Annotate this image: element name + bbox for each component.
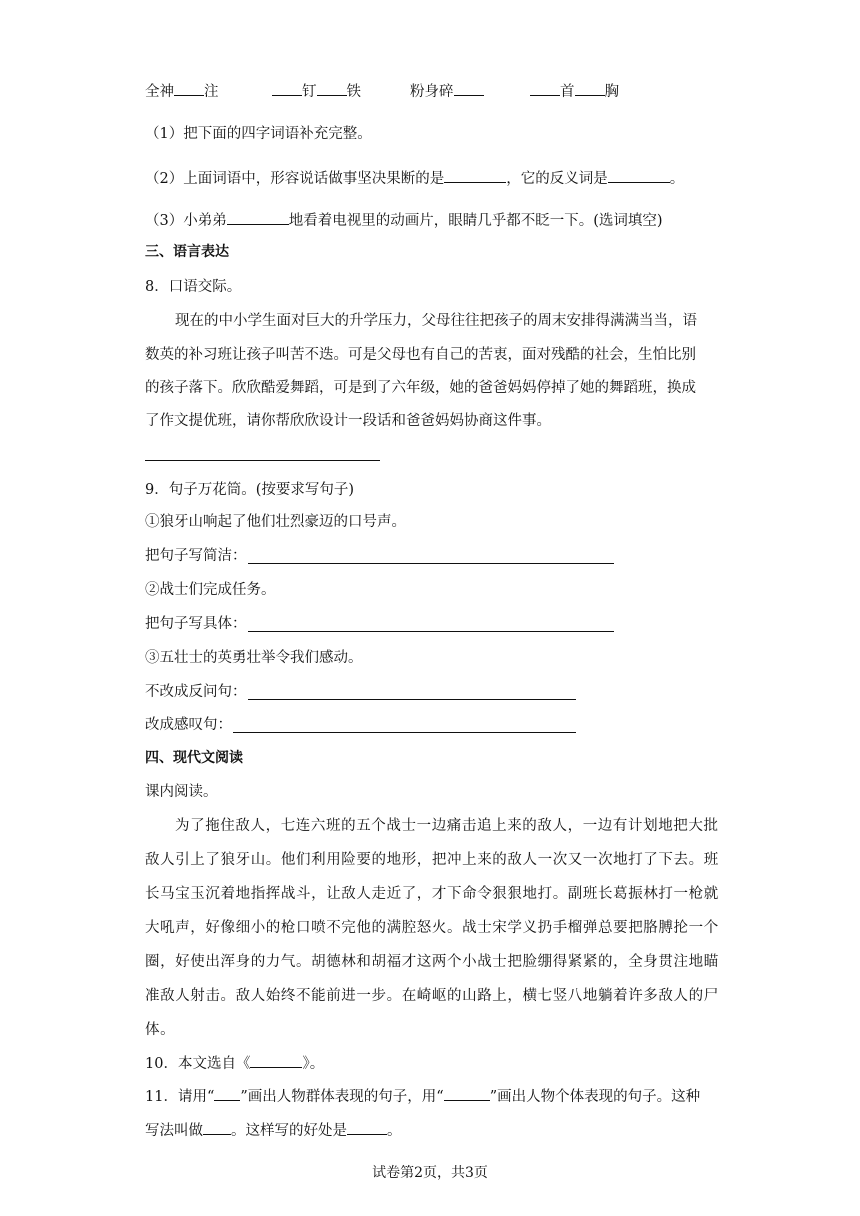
blank[interactable] (250, 1053, 302, 1068)
q9-item-2: ②战士们完成任务。 (145, 582, 276, 598)
q7-sub3: （3）小弟弟 地看着电视里的动画片，眼睛几乎都不眨一下。(选词填空) (145, 210, 663, 231)
word-3: 粉身碎 (410, 80, 484, 101)
reading-line: 敌人引上了狼牙山。他们利用险要的地形，把冲上来的敌人一次又一次地打了下去。班 (145, 852, 719, 868)
reading-intro: 课内阅读。 (145, 784, 218, 800)
section-heading-4: 四、现代文阅读 (145, 750, 243, 766)
reading-line: 体。 (145, 1022, 176, 1038)
q8-para-line: 了作文提优班，请你帮欣欣设计一段话和爸爸妈妈协商这件事。 (145, 413, 551, 429)
blank[interactable] (214, 1086, 240, 1101)
q9-title: 9．句子万花筒。(按要求写句子) (145, 482, 355, 498)
q7-sub1: （1）把下面的四字词语补充完整。 (145, 126, 372, 142)
blank[interactable] (444, 1086, 490, 1101)
blank[interactable] (317, 81, 347, 96)
answer-line[interactable] (233, 732, 576, 733)
blank[interactable] (227, 210, 289, 225)
answer-line[interactable] (248, 631, 614, 632)
q9-label-exclamation: 改成感叹句： (145, 717, 232, 733)
q8-title: 8．口语交际。 (145, 279, 242, 295)
word-1: 全神 注 (145, 80, 219, 101)
blank[interactable] (272, 81, 302, 96)
blank[interactable] (608, 168, 670, 183)
q7-sub2: （2）上面词语中，形容说话做事坚决果断的是 ，它的反义词是 。 (145, 168, 684, 189)
answer-line[interactable] (145, 460, 380, 461)
q9-item-3: ③五壮士的英勇壮举令我们感动。 (145, 650, 363, 666)
blank[interactable] (174, 81, 204, 96)
reading-line: 准敌人射击。敌人始终不能前进一步。在崎岖的山路上，横七竖八地躺着许多敌人的尸 (145, 988, 719, 1004)
blank[interactable] (454, 81, 484, 96)
blank[interactable] (203, 1120, 231, 1135)
page-footer: 试卷第2页，共3页 (372, 1165, 488, 1181)
blank[interactable] (530, 81, 560, 96)
word-4: 首 胸 (530, 80, 619, 101)
q9-label-specific: 把句子写具体： (145, 616, 247, 632)
q11-line-2: 写法叫做 。这样写的好处是 。 (145, 1120, 402, 1141)
q11-line-1: 11．请用“ ”画出人物群体表现的句子，用“ ”画出人物个体表现的句子。这种 (145, 1086, 700, 1107)
blank[interactable] (444, 168, 506, 183)
q8-para-line: 的孩子落下。欣欣酷爱舞蹈，可是到了六年级，她的爸爸妈妈停掉了她的舞蹈班，换成 (145, 380, 696, 396)
reading-line: 为了拖住敌人，七连六班的五个战士一边痛击追上来的敌人，一边有计划地把大批 (175, 818, 719, 834)
blank[interactable] (575, 81, 605, 96)
q9-item-1: ①狼牙山响起了他们壮烈豪迈的口号声。 (145, 514, 406, 530)
q9-label-concise: 把句子写简洁： (145, 548, 247, 564)
q8-para-line: 数英的补习班让孩子叫苦不迭。可是父母也有自己的苦衷，面对残酷的社会，生怕比别 (145, 347, 696, 363)
reading-line: 圈，好使出浑身的力气。胡德林和胡福才这两个小战士把脸绷得紧紧的，全身贯注地瞄 (145, 954, 719, 970)
blank[interactable] (347, 1120, 387, 1135)
word-2: 钉 铁 (272, 80, 361, 101)
section-heading-3: 三、语言表达 (145, 244, 229, 260)
q8-para-line: 现在的中小学生面对巨大的升学压力，父母往往把孩子的周末安排得满满当当，语 (175, 313, 697, 329)
answer-line[interactable] (248, 563, 614, 564)
answer-line[interactable] (248, 699, 576, 700)
reading-line: 长马宝玉沉着地指挥战斗，让敌人走近了，才下命令狠狠地打。副班长葛振林打一枪就 (145, 886, 719, 902)
q9-label-rhetorical: 不改成反问句： (145, 684, 247, 700)
q10: 10．本文选自《 》。 (145, 1053, 324, 1074)
reading-line: 大吼声，好像细小的枪口喷不完他的满腔怒火。战士宋学义扔手榴弹总要把胳膊抡一个 (145, 920, 719, 936)
